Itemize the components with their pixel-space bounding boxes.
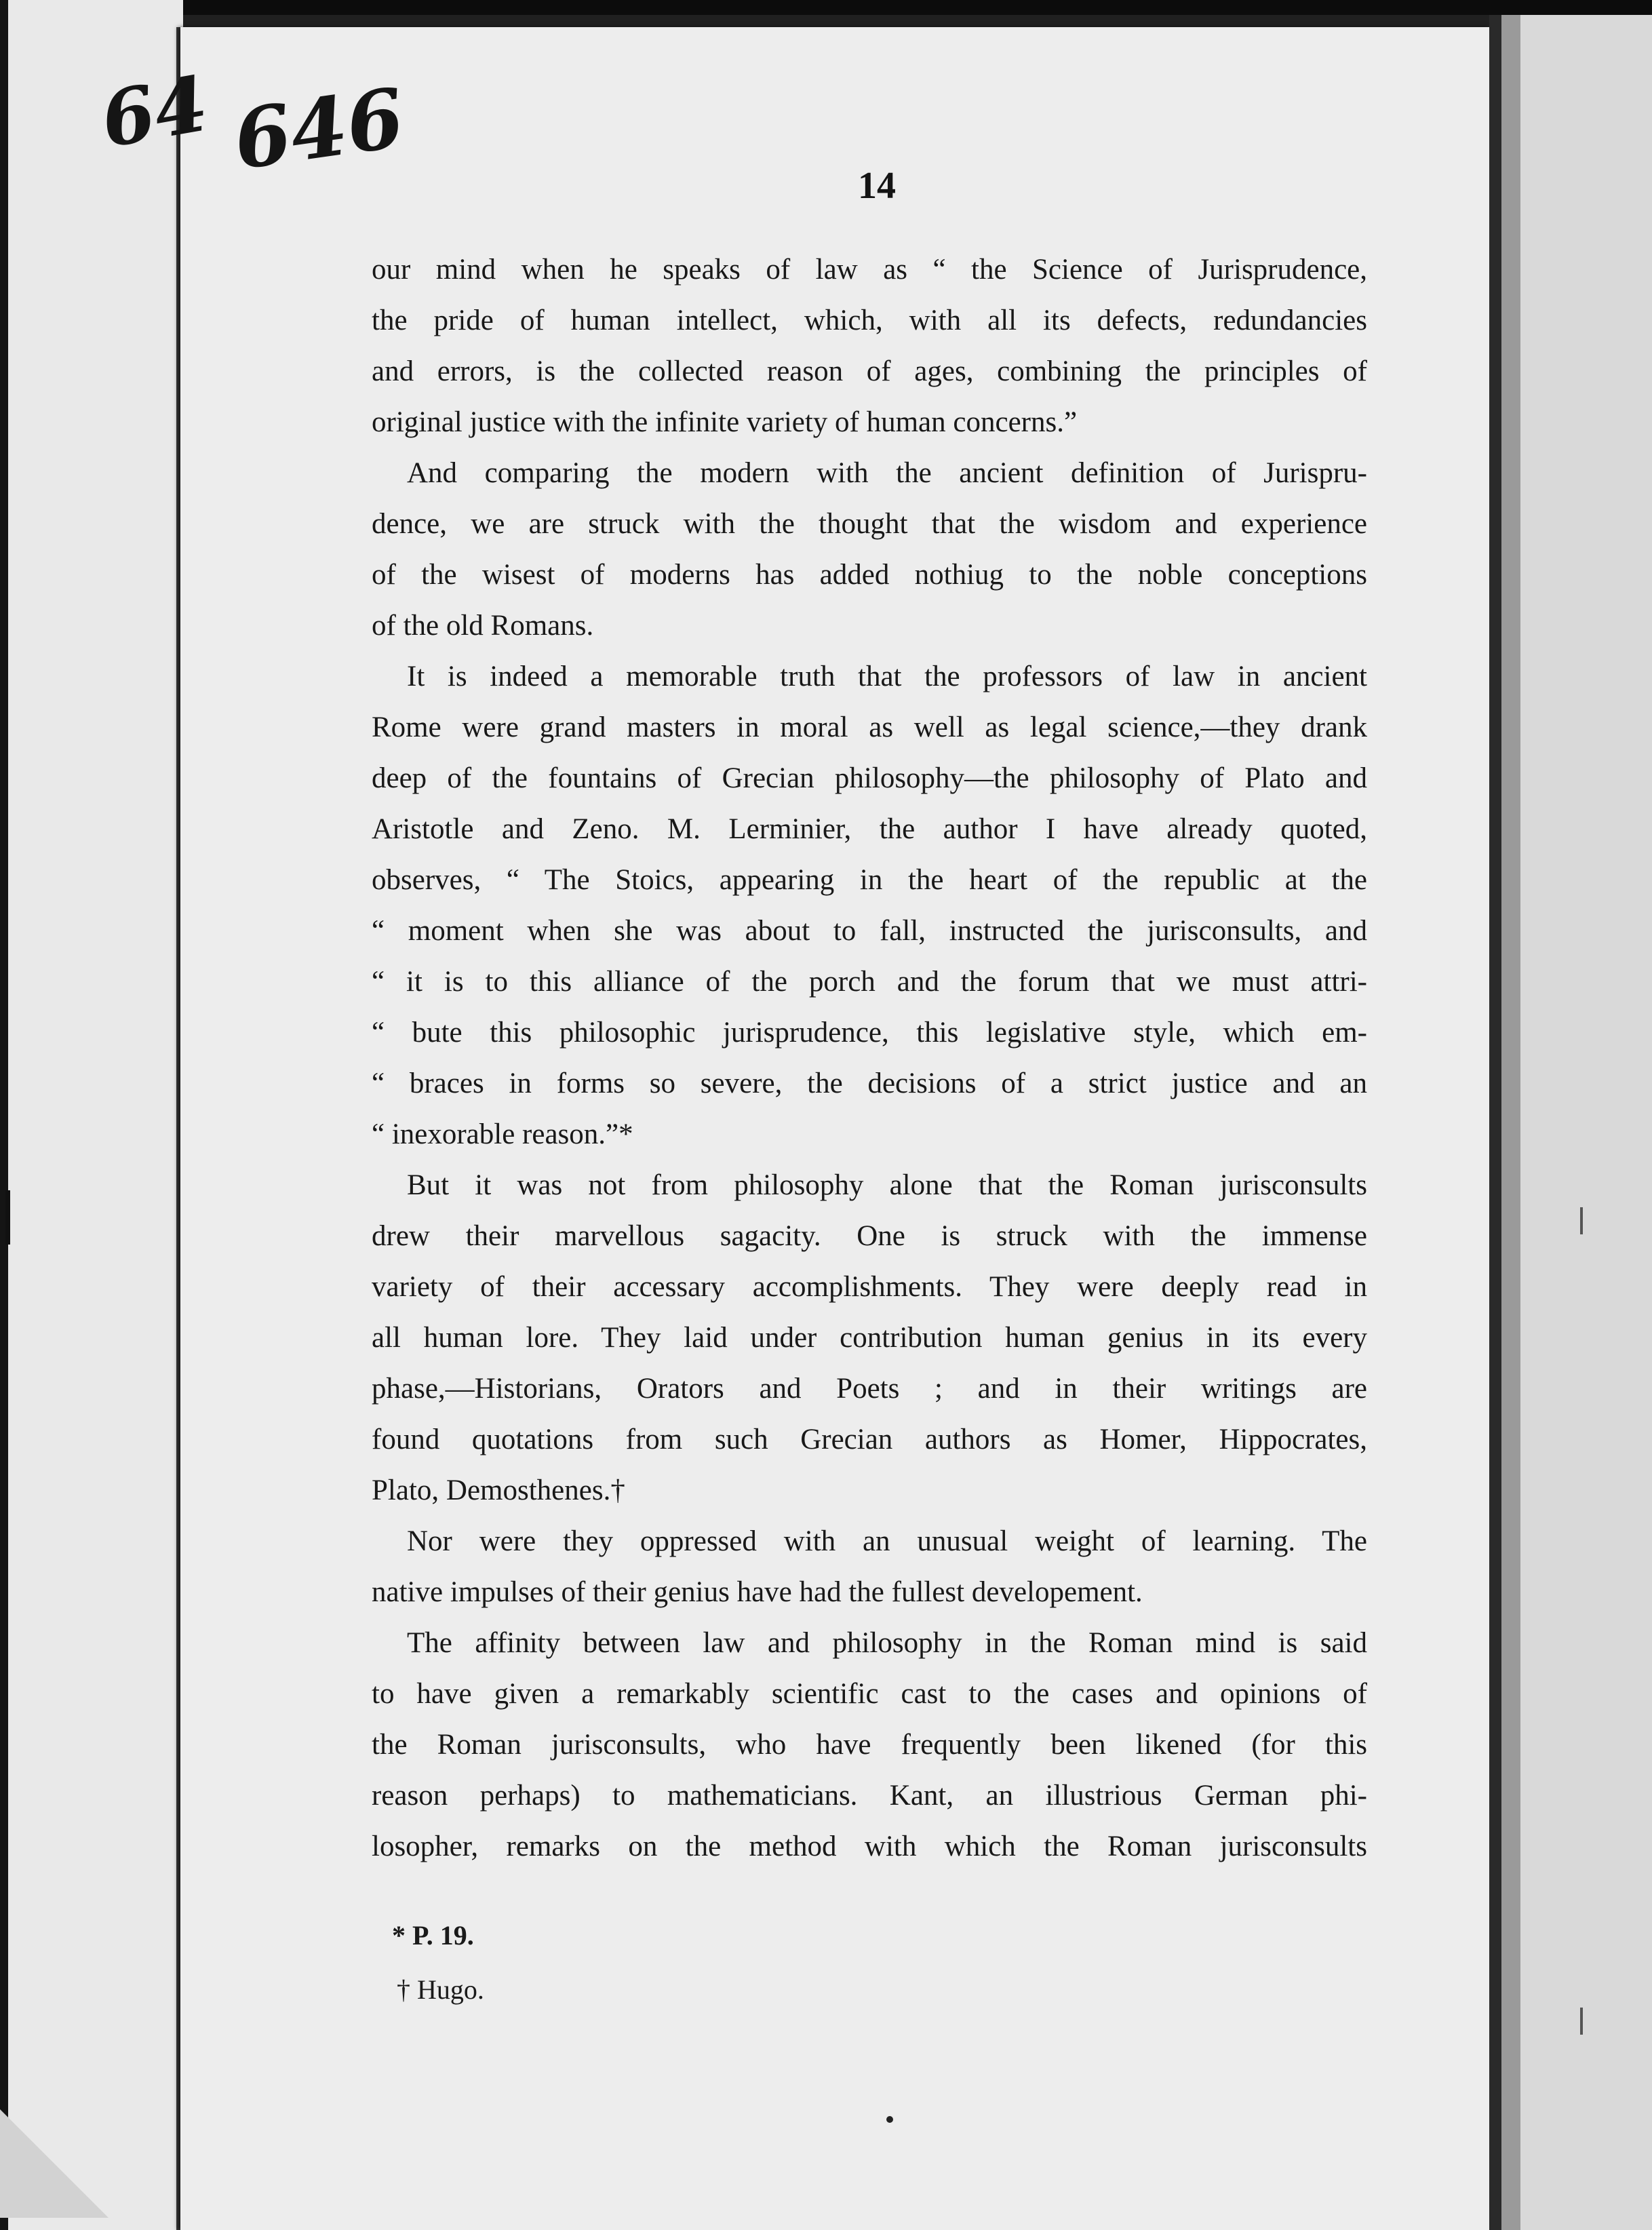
text-line: losopher, remarks on the method with which the Roman jurisconsults (372, 1831, 1367, 1862)
paragraph (372, 1516, 1367, 1618)
margin-mark (5, 1190, 10, 1245)
text-line: the Roman jurisconsults, who have frequently been likened (for this (372, 1729, 1367, 1761)
text-line: phase,—Historians, Orators and Poets ; and in their writings are (372, 1373, 1367, 1405)
text-line: variety of their accessary accomplishments. They were deeply read in (372, 1271, 1367, 1303)
text-line: Rome were grand masters in moral as well as legal science,—they drank (372, 711, 1367, 743)
adjacent-page-edge (1501, 15, 1520, 2230)
page-gutter-shadow (1489, 15, 1501, 2230)
paragraph (372, 448, 1367, 651)
scan-top-border (0, 0, 1652, 15)
text-line: observes, “ The Stoics, appearing in the heart of the republic at the (372, 864, 1367, 896)
text-line: It is indeed a memorable truth that the professors of law in ancient (407, 661, 1367, 692)
text-line: all human lore. They laid under contribution human genius in its every (372, 1322, 1367, 1354)
text-line: original justice with the infinite variety of human concerns.” (372, 406, 1078, 438)
text-line: of the wisest of moderns has added nothiug to the noble conceptions (372, 559, 1367, 591)
paragraph (372, 1618, 1367, 1872)
text-line: and errors, is the collected reason of ages, combining the principles of (372, 355, 1367, 387)
handwritten-note: 646 (228, 70, 410, 189)
adjacent-page (1501, 15, 1652, 2230)
text-line: to have given a remarkably scientific cast to the cases and opinions of (372, 1678, 1367, 1710)
page-number: 14 (858, 165, 896, 207)
paragraph (372, 1160, 1367, 1516)
text-line: dence, we are struck with the thought that the wisdom and experience (372, 508, 1367, 540)
text-line: The affinity between law and philosophy in the Roman mind is said (407, 1627, 1367, 1659)
text-line: our mind when he speaks of law as “ the Science of Jurisprudence, (372, 254, 1367, 286)
text-line: reason perhaps) to mathematicians. Kant, an illustrious German phi- (372, 1780, 1367, 1812)
body-text (372, 244, 1367, 1872)
text-line: Nor were they oppressed with an unusual weight of learning. The (407, 1525, 1367, 1557)
text-line: Plato, Demosthenes.† (372, 1474, 625, 1506)
adjacent-page-mark (1580, 2008, 1583, 2035)
handwritten-note: 64 (94, 59, 215, 165)
text-line: the pride of human intellect, which, with all its defects, redundancies (372, 305, 1367, 336)
footnote: † Hugo. (397, 1974, 484, 2005)
footnote: * P. 19. (392, 1920, 474, 1951)
text-line: of the old Romans. (372, 610, 594, 642)
text-line: “ braces in forms so severe, the decisions of a strict justice and an (372, 1068, 1367, 1099)
text-line: deep of the fountains of Grecian philosophy—the philosophy of Plato and (372, 762, 1367, 794)
text-line: “ inexorable reason.”* (372, 1118, 633, 1150)
paragraph (372, 244, 1367, 448)
left-scan-edge (0, 0, 8, 2230)
text-line: native impulses of their genius have had the fullest developement. (372, 1576, 1143, 1608)
text-line: Aristotle and Zeno. M. Lerminier, the author I have already quoted, (372, 813, 1367, 845)
text-line: But it was not from philosophy alone that the Roman jurisconsults (407, 1169, 1367, 1201)
paragraph (372, 651, 1367, 1160)
text-line: “ moment when she was about to fall, instructed the jurisconsults, and (372, 915, 1367, 947)
text-line: found quotations from such Grecian authors as Homer, Hippocrates, (372, 1424, 1367, 1455)
text-line: “ bute this philosophic jurisprudence, this legislative style, which em- (372, 1017, 1367, 1049)
text-line: drew their marvellous sagacity. One is struck with the immense (372, 1220, 1367, 1252)
text-line: “ it is to this alliance of the porch and the forum that we must attri- (372, 966, 1367, 998)
ink-speck (886, 2116, 893, 2123)
left-margin (0, 0, 183, 2230)
text-line: And comparing the modern with the ancient definition of Jurispru- (407, 457, 1367, 489)
adjacent-page-mark (1580, 1207, 1583, 1234)
